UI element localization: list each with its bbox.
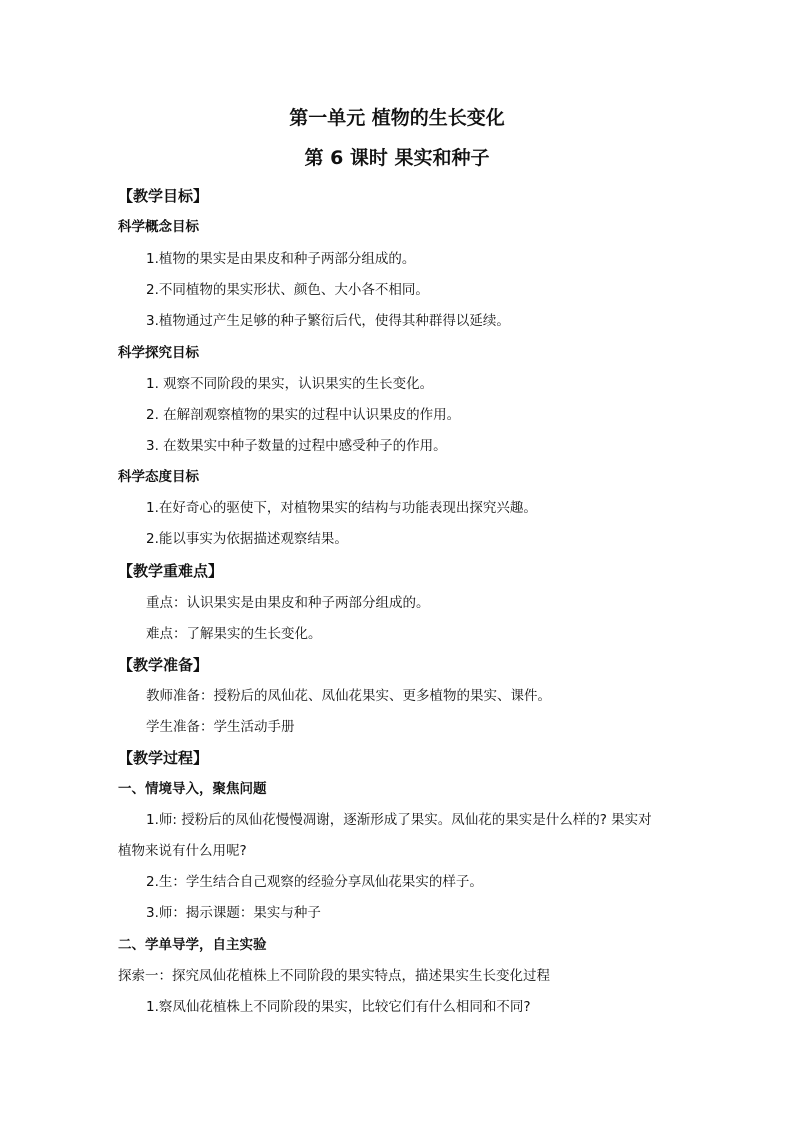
inquiry-item-2: 2. 在解剖观察植物的果实的过程中认识果皮的作用。: [146, 407, 461, 423]
explore-1-line: 探索一：探究凤仙花植株上不同阶段的果实特点，描述果实生长变化过程: [118, 968, 550, 984]
preparation-item-teacher: 教师准备：授粉后的凤仙花、凤仙花果实、更多植物的果实、课件。: [146, 688, 551, 704]
section-1-item-1-line-2: 植物来说有什么用呢?: [118, 843, 247, 859]
objectives-heading: 【教学目标】: [118, 187, 209, 205]
inquiry-item-1: 1. 观察不同阶段的果实，认识果实的生长变化。: [146, 376, 434, 392]
attitude-item-2: 2.能以事实为依据描述观察结果。: [146, 531, 348, 547]
attitude-objectives-heading: 科学态度目标: [118, 469, 199, 485]
section-1-item-3: 3.师：揭示课题：果实与种子: [146, 905, 321, 921]
inquiry-item-3: 3. 在数果实中种子数量的过程中感受种子的作用。: [146, 438, 447, 454]
unit-title: 第一单元 植物的生长变化: [289, 107, 505, 129]
concept-item-3: 3.植物通过产生足够的种子繁衍后代，使得其种群得以延续。: [146, 313, 510, 329]
concept-objectives-heading: 科学概念目标: [118, 219, 199, 235]
inquiry-objectives-heading: 科学探究目标: [118, 345, 199, 361]
concept-item-1: 1.植物的果实是由果皮和种子两部分组成的。: [146, 251, 416, 267]
section-1-item-2: 2.生：学生结合自己观察的经验分享凤仙花果实的样子。: [146, 874, 483, 890]
key-point-item-1: 重点：认识果实是由果皮和种子两部分组成的。: [146, 595, 430, 611]
attitude-item-1: 1.在好奇心的驱使下，对植物果实的结构与功能表现出探究兴趣。: [146, 500, 537, 516]
section-1-item-1-line-1: 1.师: 授粉后的凤仙花慢慢凋谢，逐渐形成了果实。凤仙花的果实是什么样的? 果实对: [146, 812, 652, 828]
process-heading: 【教学过程】: [118, 749, 209, 767]
preparation-item-student: 学生准备：学生活动手册: [146, 719, 295, 735]
section-1-heading: 一、情境导入，聚焦问题: [118, 781, 267, 797]
concept-item-2: 2.不同植物的果实形状、颜色、大小各不相同。: [146, 282, 429, 298]
key-point-item-2: 难点：了解果实的生长变化。: [146, 626, 322, 642]
section-2-item-1: 1.察凤仙花植株上不同阶段的果实，比较它们有什么相同和不同?: [146, 999, 531, 1015]
lesson-title: 第 6 课时 果实和种子: [304, 147, 490, 169]
preparation-heading: 【教学准备】: [118, 656, 209, 674]
key-points-heading: 【教学重难点】: [118, 562, 224, 580]
section-2-heading: 二、学单导学，自主实验: [118, 937, 267, 953]
